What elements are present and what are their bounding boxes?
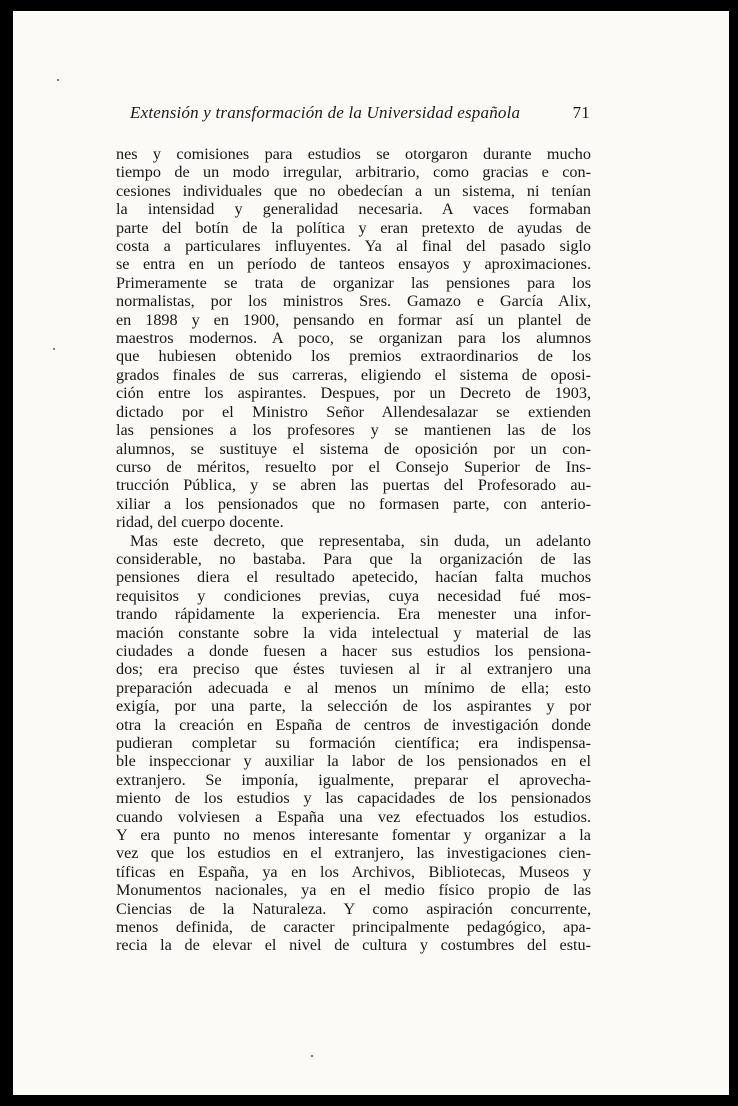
text-line: costa a particulares influyentes. Ya al final del pasado siglo [116,237,591,256]
text-line: se entra en un período de tanteos ensayos y aproximaciones. [116,255,591,274]
text-line: cesiones individuales que no obedecían a un sistema, ni tenían [116,181,591,200]
text-line: ble inspeccionar y auxiliar la labor de los pensionados en el [116,752,591,771]
text-line: exigía, por una parte, la selección de los aspirantes y por [116,697,591,716]
text-line: menos definida, de caracter principalmente pedagógico, apa- [116,918,591,937]
text-line: Monumentos nacionales, ya en el medio físico propio de las [116,881,591,900]
text-line: parte del botín de la política y eran pretexto de ayudas de [116,218,591,237]
text-line: nes y comisiones para estudios se otorgaron durante mucho [116,145,591,163]
text-line: dos; era preciso que éstes tuviesen al ir al extranjero una [116,660,591,679]
text-line: ciudades a donde fuesen a hacer sus estudios los pensiona- [116,641,591,660]
text-line: ridad, del cuerpo docente. [116,513,284,532]
text-line: ción entre los aspirantes. Despues, por un Decreto de 1903, [116,384,591,403]
text-line: grados finales de sus carreras, eligiendo el sistema de oposi- [116,365,591,384]
text-line: tíficas en España, ya en los Archivos, Bibliotecas, Museos y [116,862,591,881]
book-page [13,11,729,1095]
text-line: vez que los estudios en el extranjero, las investigaciones cien- [116,844,591,863]
page-number: 71 [572,103,590,122]
text-line: trucción Pública, y se abren las puertas del Profesorado au- [116,476,591,495]
text-line: cuando volviesen a España una vez efectuados los estudios. [116,807,591,826]
body-text [116,145,591,955]
text-line: considerable, no bastaba. Para que la organización de las [116,549,591,568]
text-line: dictado por el Ministro Señor Allendesalazar se extienden [116,402,591,421]
paper-speck [53,348,55,350]
text-line: extranjero. Se imponía, igualmente, preparar el aprovecha- [116,770,591,789]
text-line: las pensiones a los profesores y se mantienen las de los [116,421,591,440]
text-line: recia la de elevar el nivel de cultura y costumbres del estu- [116,936,591,955]
text-line: Primeramente se trata de organizar las pensiones para los [116,273,591,292]
running-title: Extensión y transformación de la Universidad española [130,103,521,122]
text-line: Y era punto no menos interesante fomentar y organizar a la [116,826,591,845]
text-line: alumnos, se sustituye el sistema de oposición por un con- [116,439,591,458]
text-line: mación constante sobre la vida intelectual y material de las [116,623,591,642]
text-line: Ciencias de la Naturaleza. Y como aspiración concurrente, [116,899,591,918]
running-head [130,103,590,129]
paper-speck [311,1055,313,1057]
text-line: tiempo de un modo irregular, arbitrario, como gracias e con- [116,163,591,182]
paper-speck [57,79,59,81]
text-line: otra la creación en España de centros de investigación donde [116,715,591,734]
text-line: la intensidad y generalidad necesaria. A vaces formaban [116,200,591,219]
text-line: requisitos y condiciones previas, cuya necesidad fué mos- [116,586,591,605]
text-line: en 1898 y en 1900, pensando en formar así un plantel de [116,310,591,329]
text-line: xiliar a los pensionados que no formasen parte, con anterio- [116,494,591,513]
text-line: Mas este decreto, que representaba, sin duda, un adelanto [130,531,591,550]
paragraph [116,532,591,955]
paragraph [116,145,591,532]
text-line: que hubiesen obtenido los premios extraordinarios de los [116,347,591,366]
text-line: maestros modernos. A poco, se organizan para los alumnos [116,329,591,348]
text-line: trando rápidamente la experiencia. Era menester una infor- [116,605,591,624]
text-line: pensiones diera el resultado apetecido, hacían falta muchos [116,568,591,587]
text-line: pudieran completar su formación científica; era indispensa- [116,734,591,752]
text-line: miento de los estudios y las capacidades de los pensionados [116,789,591,808]
text-line: preparación adecuada e al menos un mínimo de ella; esto [116,678,591,697]
text-line: curso de méritos, resuelto por el Consejo Superior de Ins- [116,457,591,476]
text-line: normalistas, por los ministros Sres. Gamazo e García Alix, [116,292,591,311]
